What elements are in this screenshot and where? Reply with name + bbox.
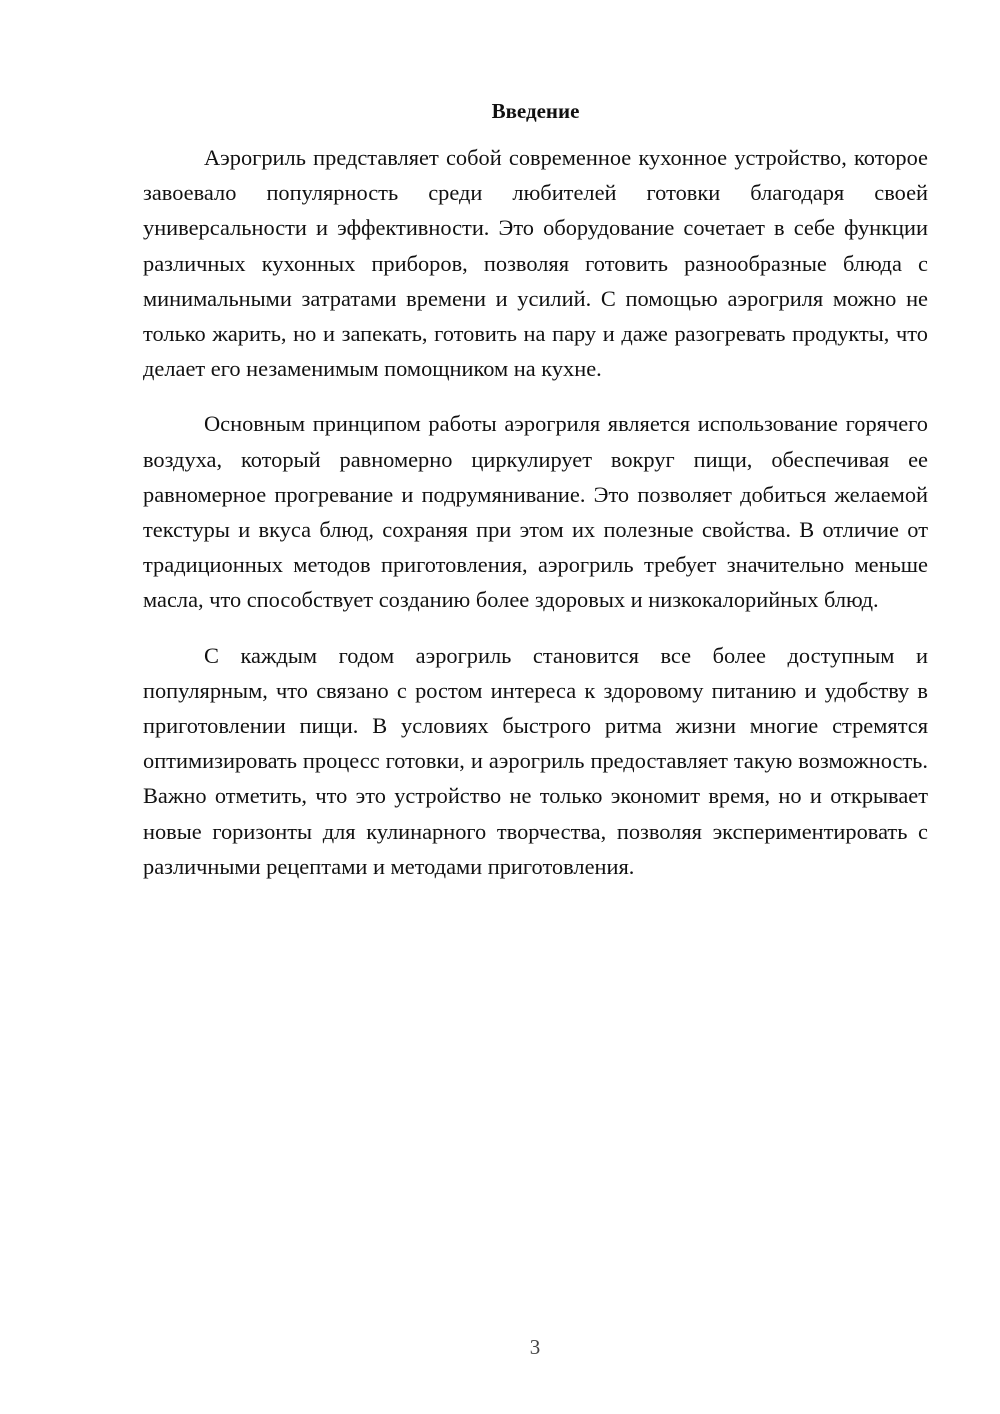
section-heading: Введение	[491, 99, 580, 123]
page-content	[143, 96, 928, 884]
paragraph-1: Аэрогриль представляет собой современное кухонное устройство, которое завоевало популярность среди любителей готовки благодаря своей универсальности и эффективности. Это оборудование сочетает в себе функции различных кухонных приборов, позволяя готовить разнообразные блюда с минимальными затратами времени и усилий. С помощью аэрогриля можно не только жарить, но и запекать, готовить на пару и даже разогревать продукты, что делает его незаменимым помощником на кухне.	[143, 145, 928, 382]
page-number: 3	[529, 1335, 541, 1359]
paragraph-3: С каждым годом аэрогриль становится все более доступным и популярным, что связано с ростом интереса к здоровому питанию и удобству в приготовлении пищи. В условиях быстрого ритма жизни многие стремятся оптимизировать процесс готовки, и аэрогриль предоставляет такую возможность. Важно отметить, что это устройство не только экономит время, но и открывает новые горизонты для кулинарного творчества, позволяя экспериментировать с различными рецептами и методами приготовления.	[143, 642, 928, 879]
paragraph-2: Основным принципом работы аэрогриля является использование горячего воздуха, который равномерно циркулирует вокруг пищи, обеспечивая ее равномерное прогревание и подрумянивание. Это позволяет добиться желаемой текстуры и вкуса блюд, сохраняя при этом их полезные свойства. В отличие от традиционных методов приготовления, аэрогриль требует значительно меньше масла, что способствует созданию более здоровых и низкокалорийных блюд.	[143, 411, 928, 613]
